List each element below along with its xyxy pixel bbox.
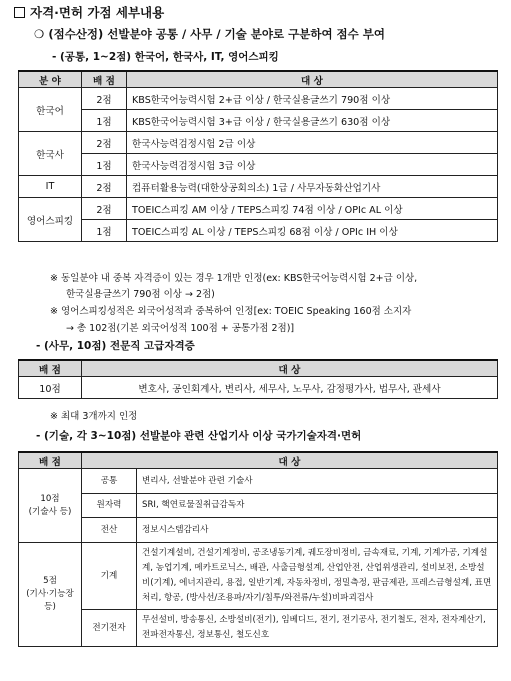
header-score: 배 점	[82, 71, 127, 88]
target-cell: SRI, 핵연료물질취급감독자	[137, 494, 498, 518]
header-field: 분 야	[19, 71, 82, 88]
field-cell: 영어스피킹	[19, 198, 82, 242]
heading-text: 자격·면허 가점 세부내용	[30, 5, 165, 20]
table-row	[19, 220, 498, 242]
circle-bullet-icon: ❍	[34, 27, 45, 41]
table-row	[19, 110, 498, 132]
note-line: ※ 동일분야 내 중복 자격증이 있는 경우 1개만 인정(ex: KBS한국어능력시험 2+급 이상,	[50, 273, 418, 284]
sub-heading-text: (점수산정) 선발분야 공통 / 사무 / 기술 분야로 구분하여 점수 부여	[48, 27, 385, 41]
table-row	[19, 494, 498, 518]
target-cell: 변리사, 선발분야 관련 기술사	[137, 469, 498, 494]
table-row	[19, 154, 498, 176]
target-cell: 정보시스템감리사	[137, 518, 498, 543]
field-cell: 한국사	[19, 132, 82, 176]
section-common-title: - (공통, 1~2점) 한국어, 한국사, IT, 영어스피킹	[52, 51, 279, 63]
field-cell: 원자력	[82, 494, 137, 518]
target-cell: TOEIC스피킹 AM 이상 / TEPS스피킹 74점 이상 / OPIc AL 이상	[127, 198, 498, 220]
note-line: → 총 102점(기본 외국어성적 100점 + 공통가점 2점)]	[66, 323, 295, 334]
table-header-row	[19, 452, 498, 469]
field-cell: 한국어	[19, 88, 82, 132]
target-cell: 변호사, 공인회계사, 변리사, 세무사, 노무사, 감정평가사, 법무사, 관세사	[82, 377, 498, 399]
table-row	[19, 610, 498, 647]
score-group-cell: 5점 (기사·기능장 등)	[19, 543, 82, 647]
table-row	[19, 543, 498, 610]
section-office-title: - (사무, 10점) 전문직 고급자격증	[36, 340, 195, 352]
header-target: 대 상	[82, 452, 498, 469]
section-tech-title: - (기술, 각 3~10점) 선발분야 관련 산업기사 이상 국가기술자격·면허	[36, 430, 362, 442]
office-points-table	[18, 359, 498, 399]
table-header-row	[19, 360, 498, 377]
score-cell: 1점	[82, 220, 127, 242]
header-score: 배 점	[19, 360, 82, 377]
score-cell: 2점	[82, 88, 127, 110]
table-row	[19, 88, 498, 110]
sub-heading	[34, 26, 385, 42]
header-target: 대 상	[127, 71, 498, 88]
section-heading	[14, 3, 164, 21]
note-line: 한국실용글쓰기 790점 이상 → 2점)	[66, 289, 215, 300]
score-cell: 10점	[19, 377, 82, 399]
table-row	[19, 469, 498, 494]
checkbox-square-icon	[14, 7, 25, 18]
target-cell: KBS한국어능력시험 2+급 이상 / 한국실용글쓰기 790점 이상	[127, 88, 498, 110]
score-cell: 2점	[82, 132, 127, 154]
field-cell: 공통	[82, 469, 137, 494]
target-cell: 컴퓨터활용능력(대한상공회의소) 1급 / 사무자동화산업기사	[127, 176, 498, 198]
header-target: 대 상	[82, 360, 498, 377]
table-row	[19, 176, 498, 198]
table-row	[19, 198, 498, 220]
table-row	[19, 132, 498, 154]
table-row	[19, 377, 498, 399]
score-cell: 2점	[82, 198, 127, 220]
score-cell: 2점	[82, 176, 127, 198]
field-cell: 기계	[82, 543, 137, 610]
common-points-table	[18, 70, 498, 242]
field-cell: 전기전자	[82, 610, 137, 647]
target-cell: KBS한국어능력시험 3+급 이상 / 한국실용글쓰기 630점 이상	[127, 110, 498, 132]
note-line: ※ 최대 3개까지 인정	[50, 411, 138, 422]
score-cell: 1점	[82, 110, 127, 132]
score-group-cell: 10점 (기술사 등)	[19, 469, 82, 543]
note-line: ※ 영어스피킹성적은 외국어성적과 중복하여 인정[ex: TOEIC Speaking 160점 소지자	[50, 306, 412, 317]
target-cell: 무선설비, 방송통신, 소방설비(전기), 임베디드, 전기, 전기공사, 전기철도, 전자, 전자계산기, 전파전자통신, 정보통신, 철도신호	[137, 610, 498, 647]
tech-points-table	[18, 451, 498, 647]
target-cell: 한국사능력검정시험 3급 이상	[127, 154, 498, 176]
table-row	[19, 518, 498, 543]
target-cell: 건설기계설비, 건설기계정비, 공조냉동기계, 궤도장비정비, 금속재료, 기계, 기계가공, 기계설계, 농업기계, 메카트로닉스, 배관, 사출금형설계, 산업안전, 산업위생관리, 설비보전, 소방설비(기계), 에너지관리, 용접, 일반기계, 자동차정비, 정밀측정, 판금제관, 프레스금형설계, 표면처리, 항공, (방사선/조용파/자기/침투/와전류/누설)비파괴검사	[137, 543, 498, 610]
score-cell: 1점	[82, 154, 127, 176]
header-score: 배 점	[19, 452, 82, 469]
target-cell: TOEIC스피킹 AL 이상 / TEPS스피킹 68점 이상 / OPIc IH 이상	[127, 220, 498, 242]
target-cell: 한국사능력검정시험 2급 이상	[127, 132, 498, 154]
field-cell: 전산	[82, 518, 137, 543]
field-cell: IT	[19, 176, 82, 198]
table-header-row	[19, 71, 498, 88]
